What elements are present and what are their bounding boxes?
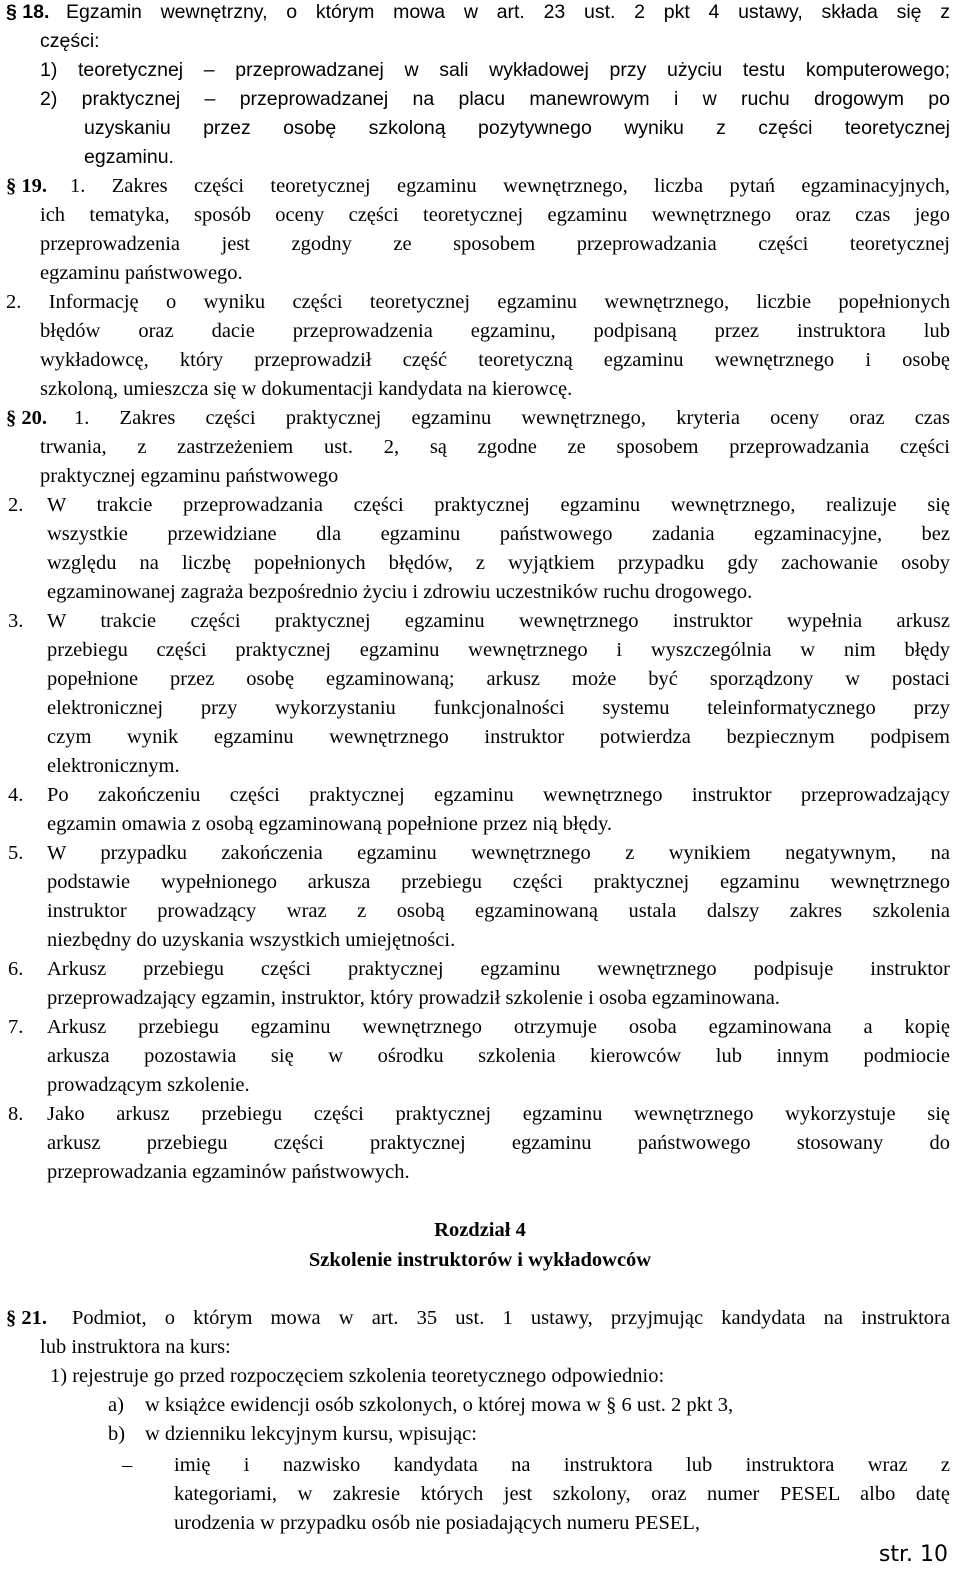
section-20-item-6-line: Arkusz przebiegu części praktycznej egzaminu wewnętrznego podpisuje instruktor: [47, 958, 950, 980]
page-number: str. 10: [878, 1542, 948, 1567]
section-21-point-1: 1) rejestruje go przed rozpoczęciem szkolenia teoretycznego odpowiednio:: [50, 1365, 665, 1387]
section-20-item-2-line: względu na liczbę popełnionych błędów, z wyjątkiem przypadku gdy zachowanie osoby: [47, 552, 950, 574]
section-19-item-2: 2. Informację o wyniku części teoretycznej egzaminu wewnętrznego, liczbie popełnionych: [6, 291, 950, 313]
section-20-item-3-line: popełnione przez osobę egzaminowaną; arkusz może być sporządzony w postaci: [47, 668, 950, 690]
section-20-item-8-line: arkusz przebiegu części praktycznej egzaminu państwowego stosowany do: [47, 1132, 950, 1154]
section-19-item-2-end: szkoloną, umieszcza się w dokumentacji kandydata na kierowcę.: [40, 378, 573, 400]
section-18-point-1: 1) teoretycznej – przeprowadzanej w sali wykładowej przy użyciu testu komputerowego;: [40, 59, 950, 81]
section-21-text: Podmiot, o którym mowa w art. 35 ust. 1 ustawy, przyjmując kandydata na instruktora: [72, 1307, 950, 1329]
section-20-item-2-line: W trakcie przeprowadzania części praktycznej egzaminu wewnętrznego, realizuje się: [47, 494, 950, 516]
section-18-point-2-end: egzaminu.: [84, 146, 174, 168]
section-21-dash-line: urodzenia w przypadku osób nie posiadających numeru PESEL,: [174, 1512, 701, 1534]
section-21-text-cont: lub instruktora na kurs:: [40, 1336, 231, 1358]
section-20-item-4-number: 4.: [8, 784, 24, 806]
section-21-letter-b-text: w dzienniku lekcyjnym kursu, wpisując:: [145, 1423, 477, 1445]
section-21-number: § 21.: [6, 1307, 47, 1329]
section-21-letter-a-text: w książce ewidencji osób szkolonych, o której mowa w § 6 ust. 2 pkt 3,: [145, 1394, 734, 1416]
section-20-item-5-number: 5.: [8, 842, 24, 864]
section-20-item-5-line: W przypadku zakończenia egzaminu wewnętrznego z wynikiem negatywnym, na: [47, 842, 950, 864]
section-20-item-6-number: 6.: [8, 958, 24, 980]
section-18-number: § 18.: [6, 1, 50, 23]
section-20-item-3-line: elektronicznym.: [47, 755, 180, 777]
section-21-letter-b-label: b): [108, 1423, 126, 1445]
section-18-point-2-cont: uzyskaniu przez osobę szkoloną pozytywnego wyniku z części teoretycznej: [84, 117, 950, 139]
section-20-item-3-number: 3.: [8, 610, 24, 632]
section-20-item-3-line: czym wynik egzaminu wewnętrznego instruktor potwierdza bezpiecznym podpisem: [47, 726, 950, 748]
section-18-point-2: 2) praktycznej – przeprowadzanej na placu manewrowym i w ruchu drogowym po: [40, 88, 950, 110]
section-20-item-2-line: wszystkie przewidziane dla egzaminu państwowego zadania egzaminacyjne, bez: [47, 523, 950, 545]
section-20-item-6-line: przeprowadzający egzamin, instruktor, który prowadził szkolenie i osoba egzaminowana.: [47, 987, 780, 1009]
section-20-item-4-line: egzamin omawia z osobą egzaminowaną popełnione przez nią błędy.: [47, 813, 613, 835]
section-20-number: § 20.: [6, 407, 47, 429]
section-20-item-3-line: W trakcie części praktycznej egzaminu wewnętrznego instruktor wypełnia arkusz: [47, 610, 950, 632]
section-20-item-7-line: Arkusz przebiegu egzaminu wewnętrznego otrzymuje osoba egzaminowana a kopię: [47, 1016, 950, 1038]
section-21-letter-a-label: a): [108, 1394, 124, 1416]
section-20-item-1: 1. Zakres części praktycznej egzaminu wewnętrznego, kryteria oceny oraz czas: [74, 407, 950, 429]
section-19-item-2-cont: błędów oraz dacie przeprowadzenia egzaminu, podpisaną przez instruktora lub: [40, 320, 950, 342]
section-20-item-3-line: elektronicznej przy wykorzystaniu funkcjonalności systemu teleinformatycznego przy: [47, 697, 950, 719]
section-21-dash-line: kategoriami, w zakresie których jest szkolony, oraz numer PESEL albo datę: [174, 1483, 950, 1505]
section-19-item-1-end: egzaminu państwowego.: [40, 262, 243, 284]
section-21-dash-bullet: –: [122, 1454, 133, 1476]
section-20-item-4-line: Po zakończeniu części praktycznej egzaminu wewnętrznego instruktor przeprowadzający: [47, 784, 950, 806]
section-20-item-1-end: praktycznej egzaminu państwowego: [40, 465, 339, 487]
section-20-item-5-line: niezbędny do uzyskania wszystkich umiejętności.: [47, 929, 456, 951]
chapter-title: Rozdział 4: [434, 1219, 526, 1241]
section-18-text: Egzamin wewnętrzny, o którym mowa w art. 23 ust. 2 pkt 4 ustawy, składa się z: [66, 1, 950, 23]
section-19-item-1-cont: przeprowadzenia jest zgodny ze sposobem przeprowadzania części teoretycznej: [40, 233, 950, 255]
section-20-item-3-line: przebiegu części praktycznej egzaminu wewnętrznego i wyszczególnia w nim błędy: [47, 639, 950, 661]
section-20-item-5-line: podstawie wypełnionego arkusza przebiegu części praktycznej egzaminu wewnętrznego: [47, 871, 950, 893]
section-20-item-7-number: 7.: [8, 1016, 24, 1038]
section-18-text-cont: części:: [40, 30, 100, 52]
section-20-item-7-line: prowadzącym szkolenie.: [47, 1074, 250, 1096]
section-20-item-8-line: Jako arkusz przebiegu części praktycznej egzaminu wewnętrznego wykorzystuje się: [47, 1103, 950, 1125]
section-20-item-7-line: arkusza pozostawia się w ośrodku szkolenia kierowców lub innym podmiocie: [47, 1045, 950, 1067]
section-21-dash-line: imię i nazwisko kandydata na instruktora lub instruktora wraz z: [174, 1454, 950, 1476]
section-20-item-1-cont: trwania, z zastrzeżeniem ust. 2, są zgodne ze sposobem przeprowadzania części: [40, 436, 950, 458]
section-20-item-5-line: instruktor prowadzący wraz z osobą egzaminowaną ustala dalszy zakres szkolenia: [47, 900, 950, 922]
section-20-item-2-number: 2.: [8, 494, 24, 516]
section-20-item-8-number: 8.: [8, 1103, 24, 1125]
section-19-item-2-cont: wykładowcę, który przeprowadził część teoretyczną egzaminu wewnętrznego i osobę: [40, 349, 950, 371]
chapter-subtitle: Szkolenie instruktorów i wykładowców: [308, 1249, 652, 1271]
section-20-item-8-line: przeprowadzania egzaminów państwowych.: [47, 1161, 410, 1183]
section-19-item-1-cont: ich tematyka, sposób oceny części teoretycznej egzaminu wewnętrznego oraz czas jego: [40, 204, 950, 226]
section-19-number: § 19.: [6, 175, 47, 197]
section-20-item-2-line: egzaminowanej zagraża bezpośrednio życiu i zdrowiu uczestników ruchu drogowego.: [47, 581, 753, 603]
section-19-item-1: 1. Zakres części teoretycznej egzaminu wewnętrznego, liczba pytań egzaminacyjnych,: [70, 175, 950, 197]
